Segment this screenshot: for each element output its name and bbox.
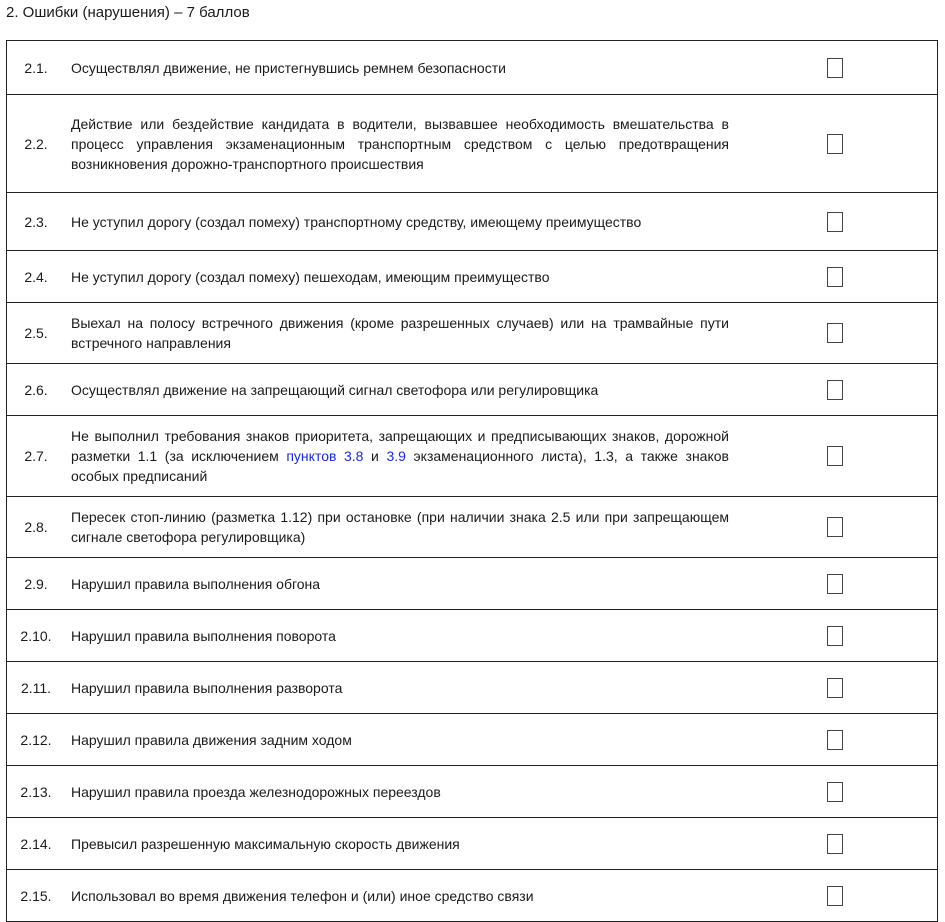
checkbox[interactable] <box>827 212 843 232</box>
item-number: 2.6. <box>24 381 48 398</box>
item-text: Действие или бездействие кандидата в водители, вызвавшее необходимость вмешательства в процесс управления экзаменационным транспортным средством с целью предотвращения возникновения дорожно-транспортного происшествия <box>71 115 729 172</box>
table-row <box>7 416 938 497</box>
checkbox[interactable] <box>827 323 843 343</box>
point-3-9-link[interactable]: 3.9 <box>386 448 406 464</box>
points-link[interactable]: пунктов 3.8 <box>286 448 364 464</box>
section-title: 2. Ошибки (нарушения) – 7 баллов <box>6 4 250 21</box>
item-text-part: и <box>363 448 387 464</box>
checkbox[interactable] <box>827 446 843 466</box>
checkbox[interactable] <box>827 267 843 287</box>
item-text: Нарушил правила выполнения разворота <box>71 679 343 696</box>
item-text: Нарушил правила проезда железнодорожных переездов <box>71 783 441 800</box>
checkbox[interactable] <box>827 574 843 594</box>
item-number: 2.13. <box>20 783 52 800</box>
item-text <box>71 416 729 496</box>
item-number: 2.15. <box>20 887 52 904</box>
item-text: Осуществлял движение на запрещающий сигнал светофора или регулировщика <box>71 381 599 398</box>
item-number: 2.2. <box>24 135 48 152</box>
row-cell <box>7 870 938 922</box>
item-text: Нарушил правила выполнения поворота <box>71 627 336 644</box>
table-row <box>7 818 938 870</box>
checkbox[interactable] <box>827 834 843 854</box>
item-number: 2.4. <box>24 268 48 285</box>
row-cell <box>7 818 938 870</box>
checkbox[interactable] <box>827 730 843 750</box>
item-number: 2.10. <box>20 627 52 644</box>
item-number: 2.8. <box>24 519 48 535</box>
item-text: Не уступил дорогу (создал помеху) пешеходам, имеющим преимущество <box>71 268 550 285</box>
row-cell <box>7 303 938 364</box>
item-text: Выехал на полосу встречного движения (кроме разрешенных случаев) или на трамвайные пути встречного направления <box>71 315 729 351</box>
checkbox[interactable] <box>827 678 843 698</box>
table-row <box>7 497 938 558</box>
row-cell <box>7 193 938 251</box>
row-cell <box>7 558 938 610</box>
table-row <box>7 41 938 95</box>
checkbox[interactable] <box>827 886 843 906</box>
item-text: Осуществлял движение, не пристегнувшись ремнем безопасности <box>71 59 506 76</box>
checkbox[interactable] <box>827 380 843 400</box>
row-cell <box>7 610 938 662</box>
item-text: Превысил разрешенную максимальную скорость движения <box>71 835 460 852</box>
item-number: 2.12. <box>20 731 52 748</box>
table-row <box>7 558 938 610</box>
table-row <box>7 303 938 364</box>
item-text-part: Не выполнил требования знаков приоритета, запрещающих и предписывающих знаков, дорожной разметки 1.1 (за исключением <box>71 428 729 464</box>
item-text: Не уступил дорогу (создал помеху) транспортному средству, имеющему преимущество <box>71 213 642 230</box>
table-row <box>7 251 938 303</box>
table-row <box>7 364 938 416</box>
table-row <box>7 870 938 922</box>
item-number: 2.1. <box>24 59 48 76</box>
item-number: 2.7. <box>24 448 48 464</box>
item-number: 2.5. <box>24 325 48 341</box>
item-number: 2.9. <box>24 575 48 592</box>
item-text: Использовал во время движения телефон и (или) иное средство связи <box>71 887 534 904</box>
row-cell <box>7 714 938 766</box>
row-cell <box>7 41 938 95</box>
item-number: 2.11. <box>20 679 52 696</box>
row-cell <box>7 364 938 416</box>
checkbox[interactable] <box>827 134 843 154</box>
checkbox[interactable] <box>827 517 843 537</box>
row-cell <box>7 766 938 818</box>
row-cell <box>7 95 938 193</box>
table-row <box>7 714 938 766</box>
row-cell <box>7 416 938 497</box>
row-cell <box>7 251 938 303</box>
checkbox[interactable] <box>827 626 843 646</box>
table-row <box>7 95 938 193</box>
table-row <box>7 662 938 714</box>
item-number: 2.14. <box>20 835 52 852</box>
checkbox[interactable] <box>827 782 843 802</box>
checkbox[interactable] <box>827 58 843 78</box>
row-cell <box>7 662 938 714</box>
item-text: Нарушил правила выполнения обгона <box>71 575 321 592</box>
item-text: Пересек стоп-линию (разметка 1.12) при остановке (при наличии знака 2.5 или при запрещающем сигнале светофора регулировщика) <box>71 509 729 545</box>
table-row <box>7 766 938 818</box>
table-row <box>7 193 938 251</box>
table-row <box>7 610 938 662</box>
row-cell <box>7 497 938 558</box>
item-number: 2.3. <box>24 213 48 230</box>
item-text-part: экзаменационного листа), 1.3, а также знаков особых предписаний <box>71 448 729 484</box>
item-text: Нарушил правила движения задним ходом <box>71 731 352 748</box>
violations-table <box>6 40 938 922</box>
